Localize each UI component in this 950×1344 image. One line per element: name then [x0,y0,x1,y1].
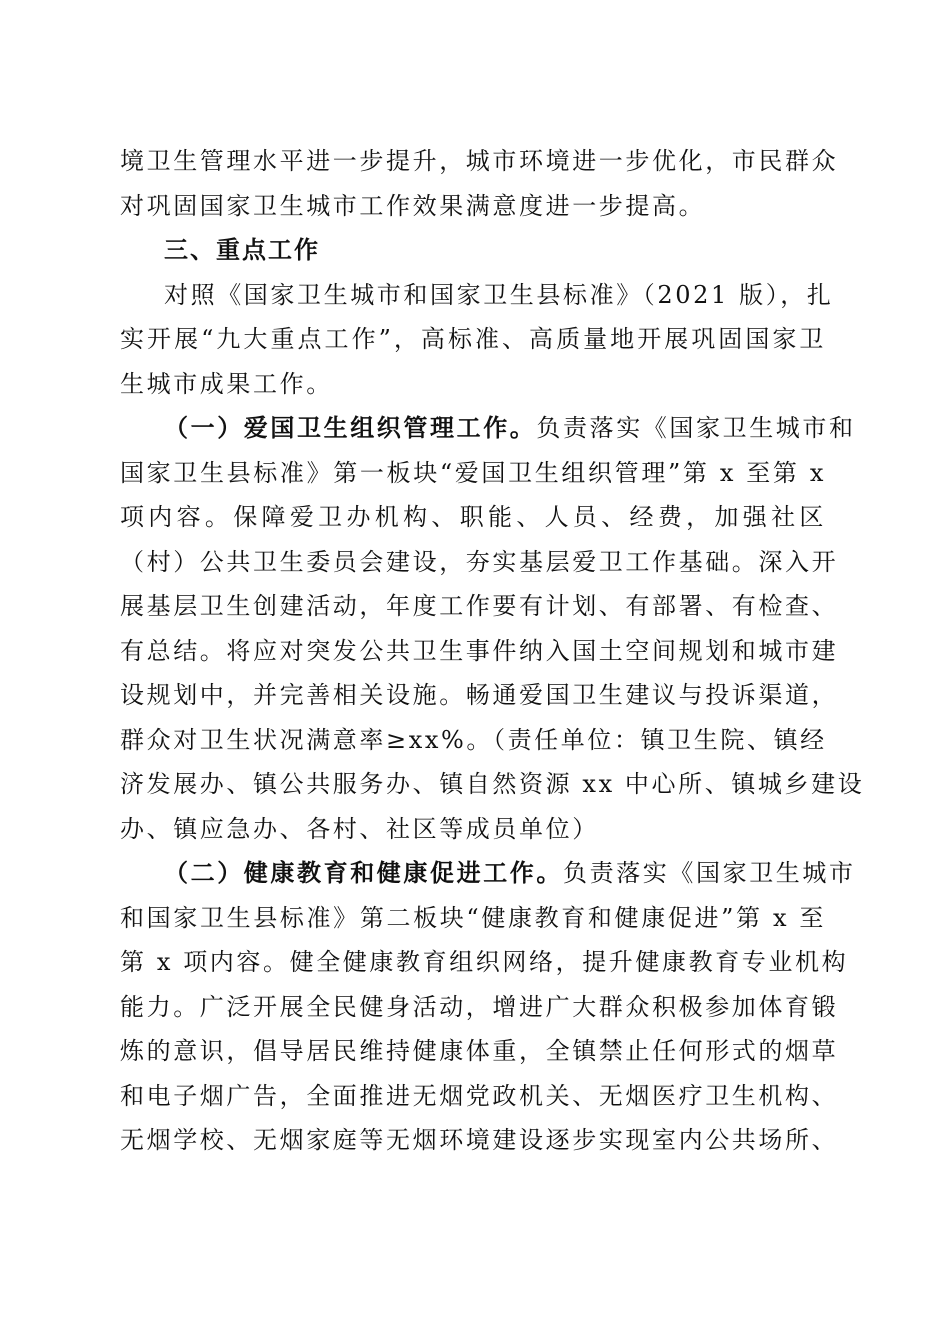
item-1-title: （一）爱国卫生组织管理工作。 [164,413,537,442]
intro-paragraph [120,139,839,228]
text-line: （村）公共卫生委员会建设，夯实基层爱卫工作基础。深入开 [120,547,839,576]
text-line: 展基层卫生创建活动，年度工作要有计划、有部署、有检查、 [120,592,839,620]
text-line: 无烟学校、无烟家庭等无烟环境建设逐步实现室内公共场所、 [120,1126,839,1154]
text-line: 设规划中，并完善相关设施。畅通爱国卫生建议与投诉渠道， [120,681,839,709]
document-page [120,139,865,1163]
item-2-title: （二）健康教育和健康促进工作。 [164,858,563,887]
item-1-first-line-text: 负责落实《国家卫生城市和 [536,414,856,442]
text-line [120,406,856,451]
text-line: 对照《国家卫生城市和国家卫生县标准》（2021 版），扎 [164,280,834,309]
text-line [120,851,856,896]
item-2-first-line-text: 负责落实《国家卫生城市 [563,859,856,887]
text-line: 济发展办、镇公共服务办、镇自然资源 xx 中心所、镇城乡建设 [120,770,865,798]
text-line: 第 x 项内容。健全健康教育组织网络，提升健康教育专业机构 [120,948,849,976]
text-line: 对巩固国家卫生城市工作效果满意度进一步提高。 [120,191,706,220]
text-line: 项内容。保障爱卫办机构、职能、人员、经费，加强社区 [120,503,826,531]
text-line: 群众对卫生状况满意率≥xx%。（责任单位：镇卫生院、镇经 [120,725,827,754]
text-line: 实开展“九大重点工作”，高标准、高质量地开展巩固国家卫 [120,325,826,353]
text-line: 炼的意识，倡导居民维持健康体重，全镇禁止任何形式的烟草 [120,1037,839,1065]
text-line: 和电子烟广告，全面推进无烟党政机关、无烟医疗卫生机构、 [120,1081,839,1110]
text-line: 生城市成果工作。 [120,369,333,398]
item-2-paragraph [120,851,856,1163]
text-line: 境卫生管理水平进一步提升，城市环境进一步优化，市民群众 [120,147,839,175]
text-line: 国家卫生县标准》第一板块“爱国卫生组织管理”第 x 至第 x [120,458,826,487]
section-heading: 三、重点工作 [164,236,320,264]
item-1-paragraph [120,406,865,851]
text-line: 办、镇应急办、各村、社区等成员单位） [120,814,599,843]
text-line: 有总结。将应对突发公共卫生事件纳入国土空间规划和城市建 [120,636,839,665]
section-intro-paragraph [120,273,834,407]
text-line: 能力。广泛开展全民健身活动，增进广大群众积极参加体育锻 [120,992,839,1021]
text-line: 和国家卫生县标准》第二板块“健康教育和健康促进”第 x 至 [120,903,826,932]
